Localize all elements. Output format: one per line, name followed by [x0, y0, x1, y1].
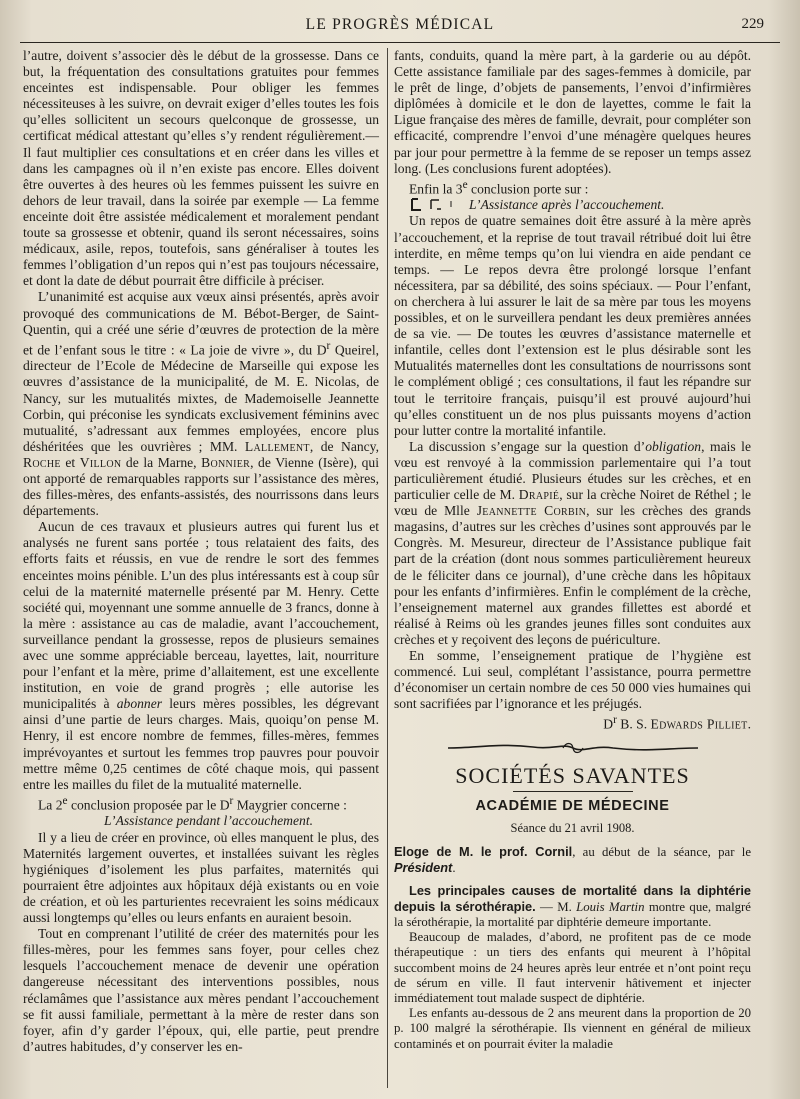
- signature: [394, 712, 751, 733]
- author-name: Edwards Pilliet: [650, 716, 748, 732]
- paragraph: [23, 793, 379, 814]
- paragraph: [23, 519, 379, 793]
- subheading: [394, 197, 751, 213]
- session-date: Séance du 21 avril 1908.: [510, 821, 635, 836]
- text-run: , sur les crèches des grands magasins, d’autres sur les crèches d’usines sont approuvés par le Congrès. M. Mesureur, directeur de l’Assistance publique fait part de la création (dont nous sommes particulièrement heureux de le féliciter dans ce journal), d’une crèche dans les hôpitaux pour les enfants d’infirmières. Enfin le complément de la crèche, l’enseignement maternel aux grandes fillettes est abordé et réalisé à Reims où les grandes jeunes filles sont conduites aux crèches et y reçoivent des leçons de puériculture.: [394, 503, 751, 647]
- text-run: et: [60, 454, 80, 470]
- paragraph: Il y a lieu de créer en province, où elles manquent le plus, des Maternités largement ouvertes, et installées suivant les règles hygiéniques d’isolement les plus parfaites, maternités qui pourraient être adjointes aux hôpitaux déjà existants ou en voie de création, et où les parturientes recevraient les soins médicaux aussi longtemps qu’elles ou leurs enfants en auraient besoin.: [23, 829, 379, 926]
- page-number: 229: [741, 16, 764, 32]
- text-run: conclusion proposée par le D: [67, 797, 230, 813]
- section-rule: [513, 791, 633, 792]
- academy-title: ACADÉMIE DE MÉDECINE: [475, 798, 670, 814]
- paragraph: Beaucoup de malades, d’abord, ne profitent pas de ce mode thérapeutique : un tiers des enfants qui meurent à l’hôpital succombent moins de 24 heures après leur entrée et n’ont point reçu de sérum en ville. Il faut intervenir hâtivement et injecter immédiatement tout malade suspect de diphtérie.: [394, 930, 751, 1006]
- italic-word: Louis Martin: [576, 899, 645, 914]
- paragraph: fants, conduits, quand la mère part, à la garderie ou au dépôt. Cette assistance familiale par des sages-femmes à domicile, par le prêt de linge, d’objets de pansements, l’envoi d’infirmières diplômées à domicile et le don de layettes, comme le fait la Ligue française des mères de famille, devrait, pour compléter son efficacité, comprendre l’envoi d’une ménagère quelques heures par jour pour permettre à la femme de se reposer un temps assez long. (Les conclusions furent adoptées).: [394, 48, 751, 176]
- paragraph: En somme, l’enseignement pratique de l’hygiène est commencé. Lui seul, complétant l’assistance, pourra permettre d’économiser un certain nombre de ces 50 000 vies humaines qui sont sacrifiées par l’ignorance et les préjugés.: [394, 648, 751, 712]
- author-name: Roche: [23, 454, 61, 470]
- text-run: Aucun de ces travaux et plusieurs autres qui furent lus et analysés ne furent sans portée ; tous relataient des faits, des efforts faits et réussis, en vue de rendre le sort des femmes enceintes moins pénible. L’un des plus intéressants est à coup sûr celui de la maternité maternelle présenté par M. Henry. Cette société qui, moyennant une somme annuelle de 3 francs, donne à la mère : assistance au cas de maladie, avant l’accouchement, surveillance pendant la grossesse, repos de plusieurs semaines avec une somme appréciable berceau, layettes, lait, nourriture pour l’enfant et la mère, prime d’allaitement, est une excellente institution, en voie de grand progrès ; elle autorise les municipalités à: [23, 519, 379, 712]
- superscript: e: [462, 178, 468, 191]
- section-title: SOCIÉTÉS SAVANTES: [455, 763, 690, 788]
- header-rule: [20, 42, 780, 43]
- text-run: Maygrier concerne :: [233, 797, 347, 813]
- italic-word: abonner: [116, 696, 163, 712]
- subheading: L’Assistance pendant l’accouchement.: [103, 813, 313, 829]
- flourish-icon: [438, 739, 708, 757]
- text-run: , de Vienne (Isère), qui ont apporté de remarquables rapports sur l’assistance des mères, des filles-mères, des enfants-assistés, des nourrissons dans leurs départements.: [23, 454, 380, 519]
- text-run: Enfin la 3: [409, 181, 463, 197]
- text-run: , mais le vœu est renvoyé à la commission parlementaire qui l’a tout particulièrement étudié. Plusieurs études sur les crèches, et en particulier celle de M.: [394, 438, 751, 503]
- paragraph: l’autre, doivent s’associer dès le début de la grossesse. Dans ce but, la fréquentation des consultations gratuites pour femmes enceintes est indispensable. Pour obliger les femmes nécessiteuses à les suivre, on devrait exiger d’elles toutes les fois qu’elles sollicitent un secours quelconque de grossesse, un certificat médical attestant qu’elles s’y rendent régulièrement.— Il faut multiplier ces consultations et en créer dans les villes et dans les campagnes où il n’en existe pas encore. Elles doivent être ouvertes à des heures où les femmes puissent les suivre en dehors de leur travail, dans la soirée par exemple — La femme enceinte doit être assistée médicalement et moralement pendant toute sa grossesse et obtenir, quand ils seront nécessaires, soins médicaux, asile, repos, toutefois, sans généraliser à toutes les femmes l’obligation d’un repos qui n’est pas toujours nécessaire, et dont la date de début pourrait être difficile à préciser.: [23, 48, 379, 289]
- bold-heading: Les principales causes de mortalité dans la diphtérie depuis la sérothérapie.: [394, 882, 751, 914]
- author-name: Jeannette Corbin: [476, 503, 587, 519]
- text-run: , au début de la séance, par le: [572, 845, 751, 860]
- text-run: .: [452, 861, 456, 876]
- paragraph: [394, 177, 751, 198]
- bold-heading: Eloge de M. le prof. Cornil: [394, 844, 573, 860]
- text-run: Queirel, directeur de l’Ecole de Médecine de Marseille qui expose les œuvres d’assistance de la municipalité, de M. E. Nicolas, de Nancy, sur les mutualités mixtes, de Mademoiselle Jeannette Corbin, qui préconise les syndicats exclusivement féminins avec mutualité, s’adressant aux femmes employées, encore plus déshéritées que les ouvrières ; MM.: [23, 342, 379, 454]
- superscript: r: [613, 714, 617, 727]
- italic-word: Président: [394, 860, 453, 876]
- column-divider: [387, 48, 388, 1088]
- page-header: [0, 14, 800, 42]
- text-run: , de Nancy,: [309, 438, 379, 454]
- text-run: L’unanimité est acquise aux vœux ainsi présentés, après avoir provoqué des communications de M. Bébot-Berger, de Saint-Quentin, qui a créé une série d’œuvres de protection de la mère et de l’enfant sous le titre : « La joie de vivre », du D: [23, 289, 379, 358]
- text-run: conclusion porte sur :: [467, 181, 589, 197]
- text-run: D: [603, 716, 614, 732]
- paragraph: Tout en comprenant l’utilité de créer des maternités pour les filles-mères, pour les femmes sans foyer, pour celles chez lesquels l’accouchement menace de devenir une opération dangereuse nécessitant des interventions possibles, nous réclamâmes que l’assistance aux mères pendant l’accouchement se fit aussi familiale, permettant à la mère de rester dans son foyer, afin d’y garder l’époux, qui, elle partie, peut prendre d’autres habitudes, d’y conserver les en-: [23, 926, 379, 1054]
- text-run: leurs mères possibles, les dégrevant ainsi d’une partie de leurs charges. Mais, quoiqu’on pense M. Henry, il est encore nombre de femmes, filles-mères, femmes imprévoyantes et surtout les femmes trop pauvres pour pouvoir mettre même 0,25 centimes de côté chaque mois, qui passent entre les mailles du filet de la mutualité maternelle.: [23, 696, 379, 792]
- text-run: La 2: [38, 797, 63, 813]
- superscript: r: [229, 794, 234, 807]
- text-run: La discussion s’engage sur la question d’: [409, 438, 646, 454]
- superscript: e: [62, 794, 68, 807]
- author-name: Bonnier: [201, 454, 251, 470]
- left-column: [23, 48, 379, 1055]
- journal-title: LE PROGRÈS MÉDICAL: [305, 16, 495, 33]
- paragraph: [394, 844, 751, 876]
- paragraph: [394, 883, 751, 931]
- paragraph: [394, 439, 751, 648]
- paragraph: Un repos de quatre semaines doit être assuré à la mère après l’accouchement, et la reprise de tout travail rétribué doit lui être interdite, en même temps qu’on lui viendra en aide pendant ce temps. — Le repos devra être prolongé lorsque l’enfant nécessitera, par sa débilité, des soins spéciaux. — Pour l’enfant, on cherchera à lui assurer le lait de sa mère par tous les moyens possibles, et on le surveillera pendant les deux premières années de sa vie. — De toutes les œuvres d’assistance maternelle et infantile, celles dont l’extension est le plus désirable sont les Mutualités maternelles dont les consultations de nourrissons sont le complément obligé ; ces consultations, il faut les répandre sur tout le territoire français, puisqu’il est prouvé aujourd’hui qu’elles constituent un de nos plus puissants moyens d’action pour lutter contre la mortalité infantile.: [394, 213, 751, 438]
- author-name: Lallement: [244, 438, 310, 454]
- paragraph: [23, 289, 379, 519]
- text-run: montre que, malgré la sérothérapie, la mortalité par diphtérie demeure importante.: [394, 899, 751, 929]
- text-run: .: [747, 716, 751, 732]
- printer-mark-icon: [409, 197, 461, 211]
- subheading-text: L’Assistance après l’accouchement.: [469, 197, 665, 213]
- proceedings: [394, 844, 751, 1052]
- text-run: — M.: [535, 899, 577, 914]
- right-column: [394, 48, 751, 1052]
- ornament-divider: [394, 739, 751, 759]
- text-run: , sur la crèche Noiret de Réthel ; le vœu de Mlle: [394, 487, 751, 519]
- italic-word: obligation: [645, 438, 702, 454]
- superscript: r: [326, 339, 331, 352]
- author-name: Drapié: [518, 487, 560, 503]
- text-run: de la Marne,: [121, 454, 202, 470]
- author-name: Villon: [79, 454, 122, 470]
- paragraph: Les enfants au-dessous de 2 ans meurent dans la proportion de 20 p. 100 malgré la sérothérapie. Ils viennent en général de milieux contaminés et on pourrait éviter la maladie: [394, 1006, 751, 1051]
- text-run: B. S.: [616, 716, 651, 732]
